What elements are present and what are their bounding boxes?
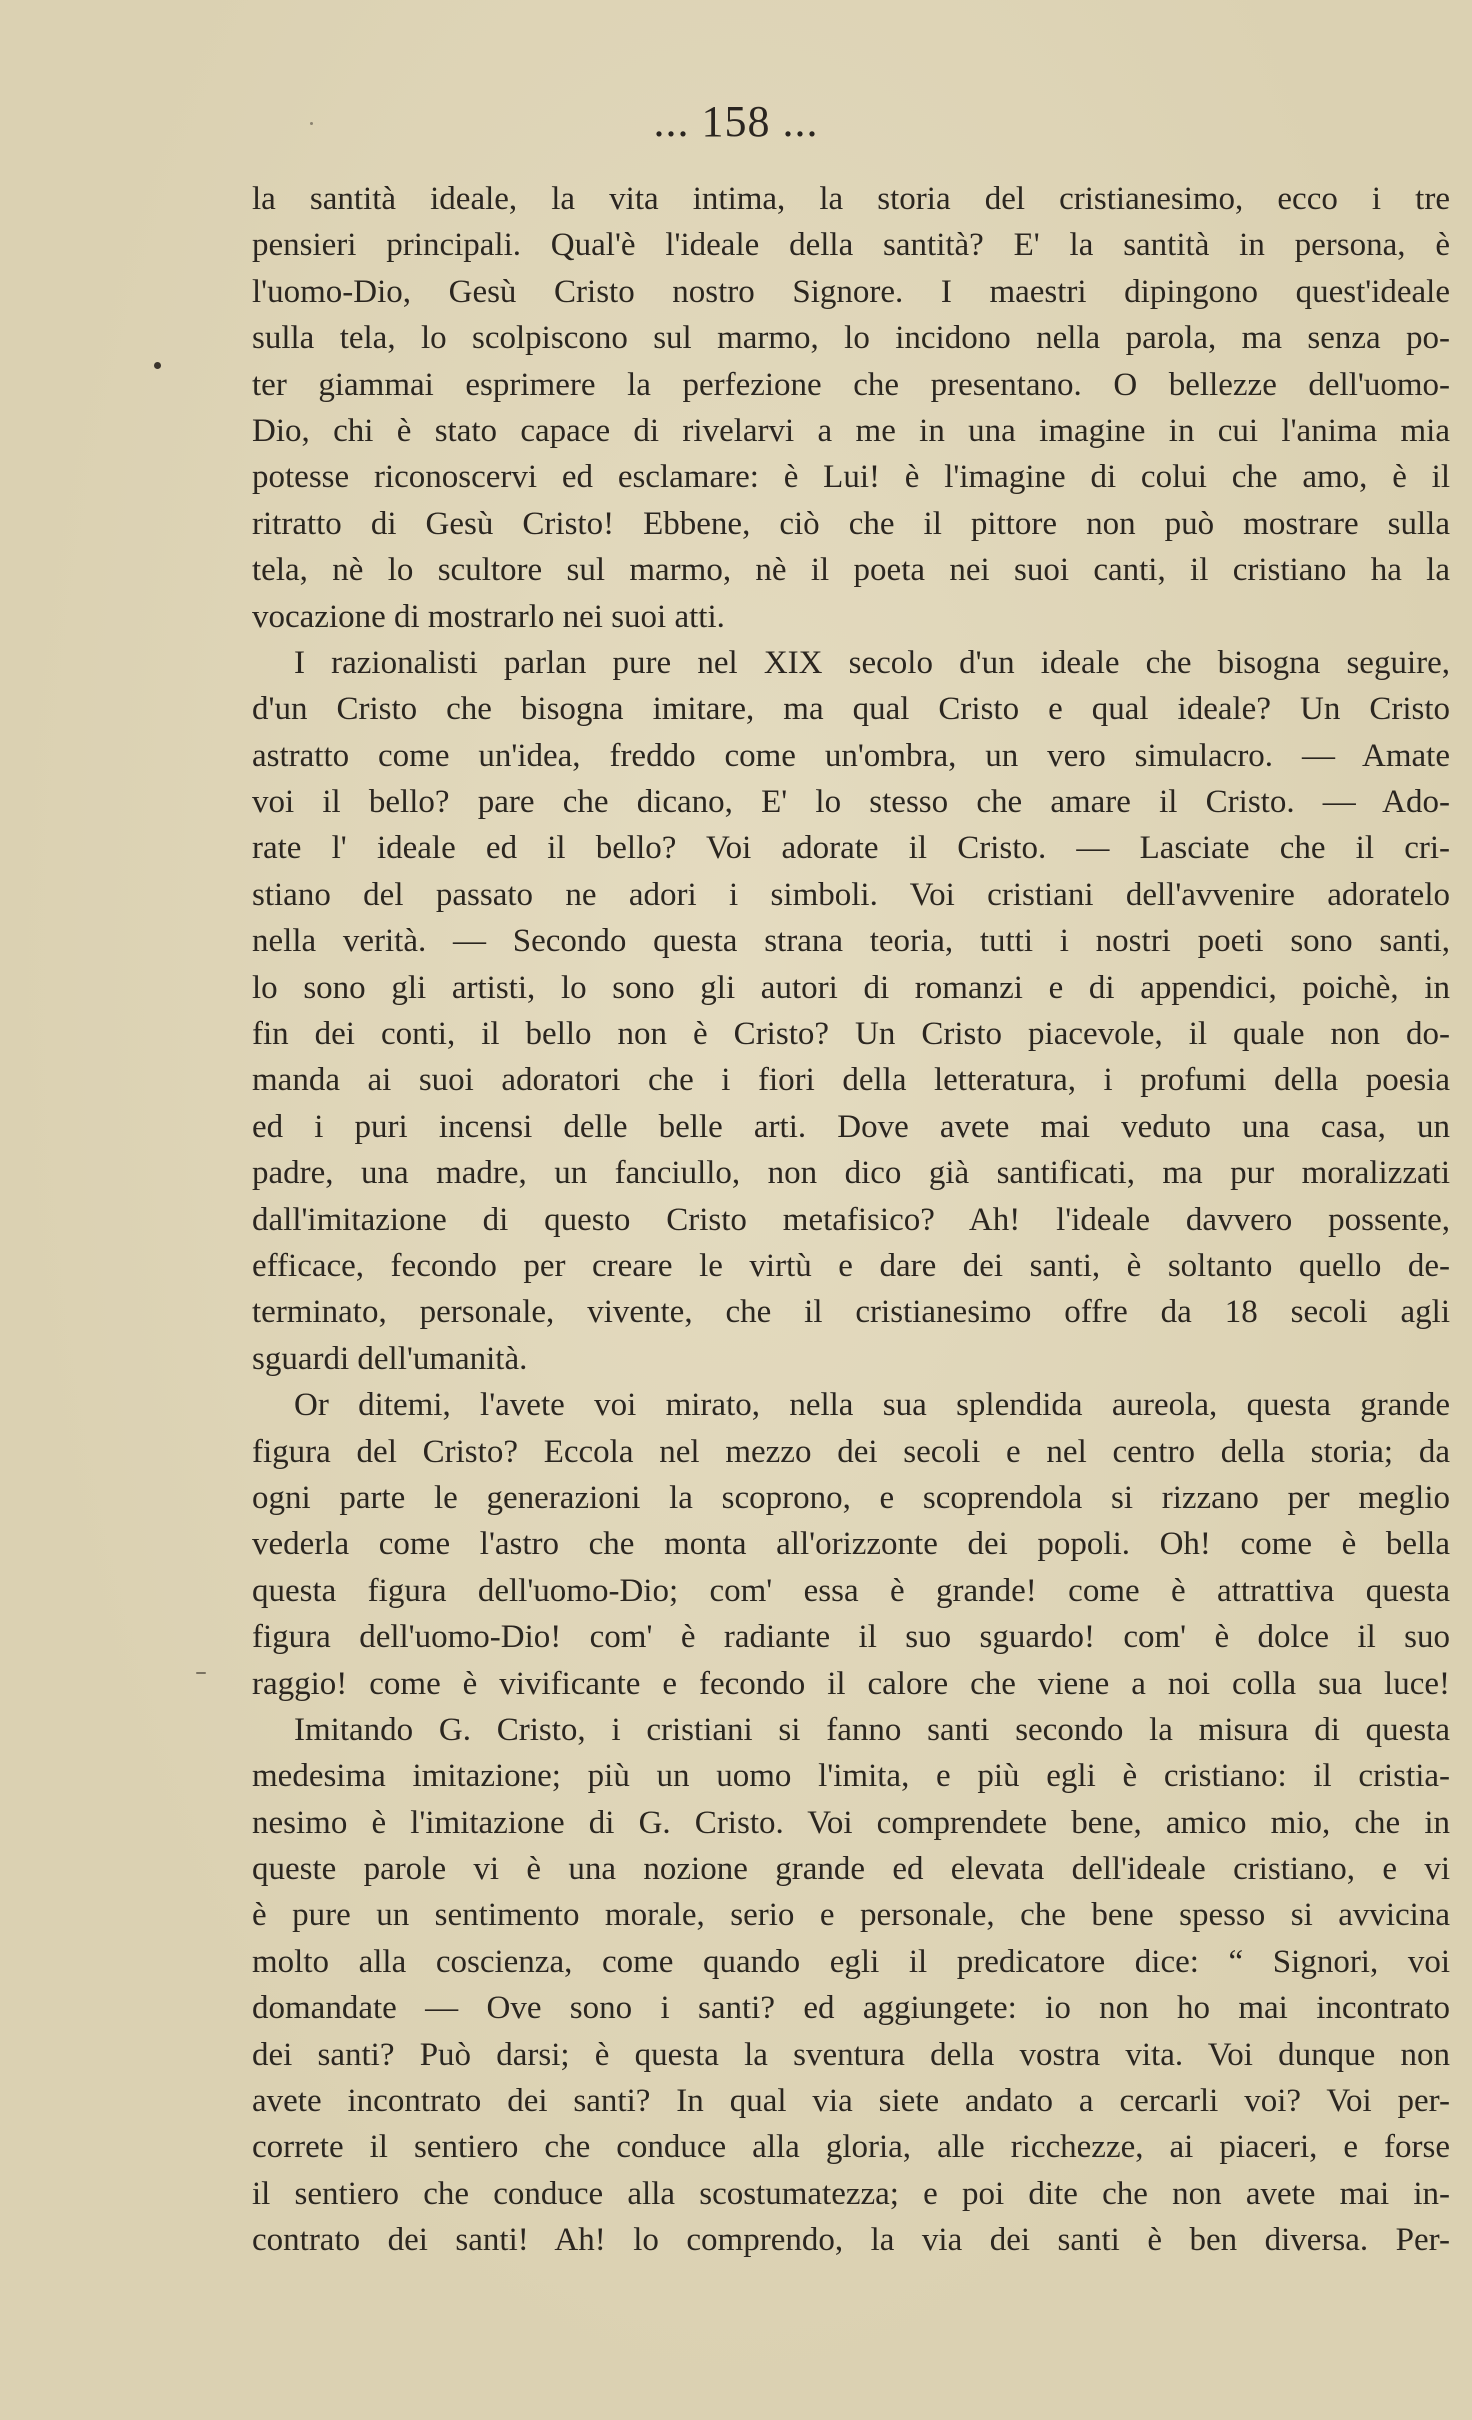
body-text [252,176,1450,2264]
text-line: figura del Cristo? Eccola nel mezzo dei secoli e nel centro della storia; da [252,1433,1450,1470]
text-line: sulla tela, lo scolpiscono sul marmo, lo incidono nella parola, ma senza po- [252,320,1450,357]
text-line: d'un Cristo che bisogna imitare, ma qual Cristo e qual ideale? Un Cristo [252,691,1450,728]
text-line: terminato, personale, vivente, che il cristianesimo offre da 18 secoli agli [252,1294,1450,1331]
text-line: ritratto di Gesù Cristo! Ebbene, ciò che il pittore non può mostrare sulla [252,505,1450,542]
text-line: domandate — Ove sono i santi? ed aggiungete: io non ho mai incontrato [252,1990,1450,2027]
text-line: ogni parte le generazioni la scoprono, e scoprendola si rizzano per meglio [252,1479,1450,1516]
text-line: il sentiero che conduce alla scostumatezza; e poi dite che non avete mai in- [252,2175,1450,2212]
text-line: fin dei conti, il bello non è Cristo? Un Cristo piacevole, il quale non do- [252,1016,1450,1053]
text-line: contrato dei santi! Ah! lo comprendo, la via dei santi è ben diversa. Per- [252,2222,1450,2259]
text-line: sguardi dell'umanità. [252,1340,528,1377]
text-line: vederla come l'astro che monta all'orizzonte dei popoli. Oh! come è bella [252,1526,1450,1563]
text-line: queste parole vi è una nozione grande ed elevata dell'ideale cristiano, e vi [252,1851,1450,1888]
margin-speck [310,122,313,125]
text-line: pensieri principali. Qual'è l'ideale della santità? E' la santità in persona, è [252,227,1450,264]
text-line: Or ditemi, l'avete voi mirato, nella sua splendida aureola, questa grande [294,1387,1450,1424]
text-line: molto alla coscienza, come quando egli il predicatore dice: “ Signori, voi [252,1943,1450,1980]
text-line: efficace, fecondo per creare le virtù e dare dei santi, è soltanto quello de- [252,1247,1450,1284]
text-line: figura dell'uomo-Dio! com' è radiante il suo sguardo! com' è dolce il suo [252,1619,1450,1656]
text-line: astratto come un'idea, freddo come un'ombra, un vero simulacro. — Amate [252,737,1450,774]
text-line: voi il bello? pare che dicano, E' lo stesso che amare il Cristo. — Ado- [252,784,1450,821]
text-line: dall'imitazione di questo Cristo metafisico? Ah! l'ideale davvero possente, [252,1201,1450,1238]
text-line: lo sono gli artisti, lo sono gli autori di romanzi e di appendici, poichè, in [252,969,1450,1006]
text-line: ter giammai esprimere la perfezione che presentano. O bellezze dell'uomo- [252,366,1450,403]
text-line: vocazione di mostrarlo nei suoi atti. [252,598,725,635]
margin-speck [154,362,161,369]
text-line: tela, nè lo scultore sul marmo, nè il poeta nei suoi canti, il cristiano ha la [252,552,1450,589]
text-line: manda ai suoi adoratori che i fiori della letteratura, i profumi della poesia [252,1062,1450,1099]
page-number: ... 158 ... [653,97,819,146]
margin-speck [196,1672,206,1674]
text-line: potesse riconoscervi ed esclamare: è Lui! è l'imagine di colui che amo, è il [252,459,1450,496]
text-line: questa figura dell'uomo-Dio; com' essa è grande! come è attrattiva questa [252,1572,1450,1609]
text-line: dei santi? Può darsi; è questa la sventura della vostra vita. Voi dunque non [252,2036,1450,2073]
text-line: padre, una madre, un fanciullo, non dico già santificati, ma pur moralizzati [252,1155,1450,1192]
text-line: Dio, chi è stato capace di rivelarvi a me in una imagine in cui l'anima mia [252,412,1450,449]
text-line: la santità ideale, la vita intima, la storia del cristianesimo, ecco i tre [252,181,1450,217]
text-line: nella verità. — Secondo questa strana teoria, tutti i nostri poeti sono santi, [252,923,1450,960]
text-line: l'uomo-Dio, Gesù Cristo nostro Signore. I maestri dipingono quest'ideale [252,273,1450,310]
text-line: correte il sentiero che conduce alla gloria, alle ricchezze, ai piaceri, e forse [252,2129,1450,2166]
text-line: stiano del passato ne adori i simboli. Voi cristiani dell'avvenire adoratelo [252,876,1450,913]
text-line: è pure un sentimento morale, serio e personale, che bene spesso si avvicina [252,1897,1450,1934]
text-line: Imitando G. Cristo, i cristiani si fanno santi secondo la misura di questa [294,1711,1450,1748]
text-line: rate l' ideale ed il bello? Voi adorate il Cristo. — Lasciate che il cri- [252,830,1450,867]
text-line: ed i puri incensi delle belle arti. Dove avete mai veduto una casa, un [252,1108,1450,1145]
text-line: avete incontrato dei santi? In qual via siete andato a cercarli voi? Voi per- [252,2083,1450,2120]
text-line: raggio! come è vivificante e fecondo il calore che viene a noi colla sua luce! [252,1665,1450,1702]
text-line: nesimo è l'imitazione di G. Cristo. Voi comprendete bene, amico mio, che in [252,1804,1450,1841]
text-line: I razionalisti parlan pure nel XIX secolo d'un ideale che bisogna seguire, [294,644,1450,681]
text-line: medesima imitazione; più un uomo l'imita, e più egli è cristiano: il cristia- [252,1758,1450,1795]
